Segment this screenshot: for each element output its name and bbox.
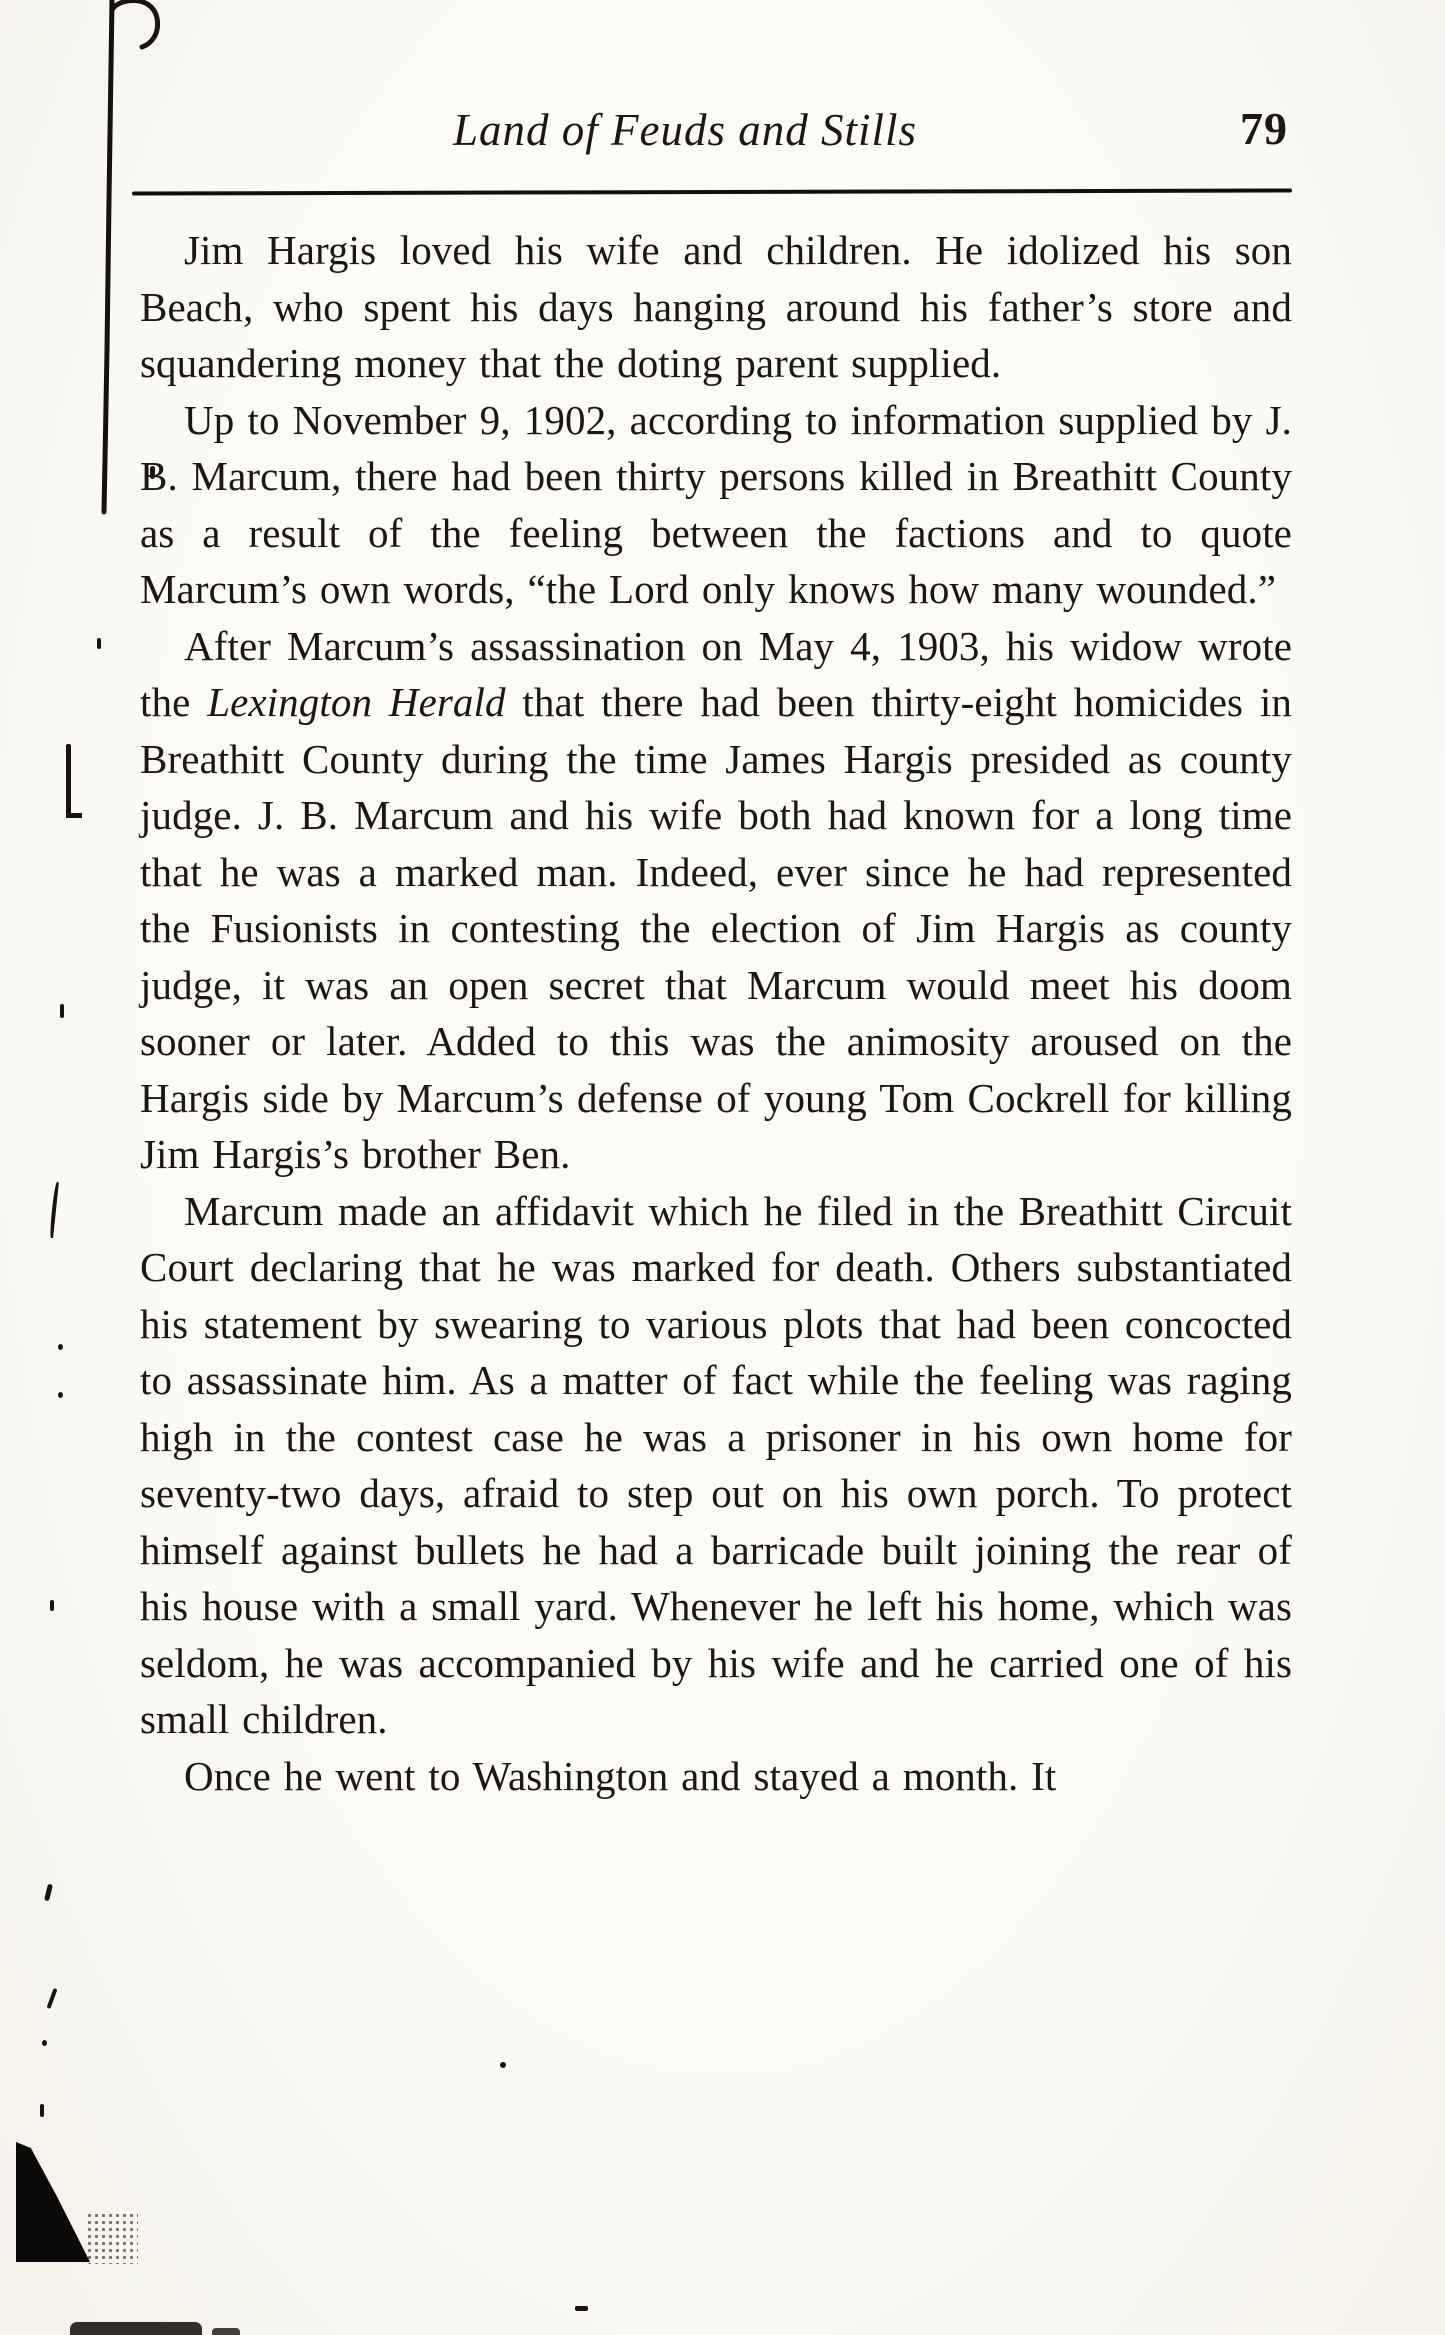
paragraph-text: that there had been thirty-eight homicides in Breathitt County during the time James Hargis presided as county judge. J. B. Marcum and his wife both had known for a long time that he was a marked man. Indeed, ever since he had represented the Fusionists in contesting the election of Jim Hargis as county judge, it was an open secret that Marcum would meet his doom sooner or later. Added to this was the animosity aroused on the Hargis side by Marcum’s defense of young Tom Cockrell for killing Jim Hargis’s brother Ben. xyxy=(140,679,1292,1177)
paragraph: Up to November 9, 1902, according to information supplied by J. B. Marcum, there had been thirty persons killed in Breathitt County as a result of the feeling between the factions and to quote Marcum’s own words, “the Lord only knows how many wounded.” xyxy=(140,396,1292,612)
scan-artifact-mark xyxy=(58,1392,63,1398)
scan-artifact-mark xyxy=(97,638,101,649)
paragraph: Marcum made an affidavit which he filed in the Breathitt Circuit Court declaring that he was marked for death. Others substantiated his statement by swearing to various plots that had been concocted to assassinate him. As a matter of fact while the feeling was raging high in the contest case he was a prisoner in his own home for seventy-two days, afraid to step out on his own porch. To protect himself against bullets he had a barricade built joining the rear of his house with a small yard. Whenever he left his home, which was seldom, he was accompanied by his wife and he carried one of his small children. xyxy=(140,1187,1292,1742)
page-number: 79 xyxy=(1240,103,1288,154)
scan-artifact-mark xyxy=(66,744,71,818)
newspaper-name-italic: Lexington Herald xyxy=(207,679,506,725)
scan-artifact-mark xyxy=(49,1182,59,1238)
scan-artifact-mark xyxy=(44,1884,53,1902)
paragraph xyxy=(140,618,1292,1183)
scan-artifact-mark xyxy=(42,2040,47,2046)
scan-artifact-mark xyxy=(47,1988,58,2009)
scan-artifact-mark xyxy=(500,2062,506,2068)
scan-artifact-mark xyxy=(50,1600,54,1611)
paragraph-text: After Marcum’s assassination on May 4, 1903, his widow wrote the xyxy=(140,622,1292,725)
scan-artifact-mark xyxy=(66,813,82,818)
page-header xyxy=(140,104,1290,166)
page-body xyxy=(140,222,1292,1804)
scan-artifact-mark xyxy=(575,2306,588,2311)
header-rule xyxy=(132,188,1292,195)
paragraph: Once he went to Washington and stayed a month. It xyxy=(184,1752,1057,1799)
paragraph: Jim Hargis loved his wife and children. He idolized his son Beach, who spent his days hanging around his father’s store and squandering money that the doting parent supplied. xyxy=(140,227,1292,386)
scan-artifact-mark xyxy=(60,1004,64,1018)
scan-artifact-ink-blot xyxy=(16,2142,90,2262)
scan-artifact-speckle xyxy=(86,2212,138,2264)
scan-artifact-mark xyxy=(58,1344,63,1350)
scan-artifact-smudge xyxy=(212,2328,240,2335)
scan-artifact-mark xyxy=(40,2104,44,2117)
scan-artifact-smudge xyxy=(70,2322,202,2335)
running-title: Land of Feuds and Stills xyxy=(452,105,918,155)
